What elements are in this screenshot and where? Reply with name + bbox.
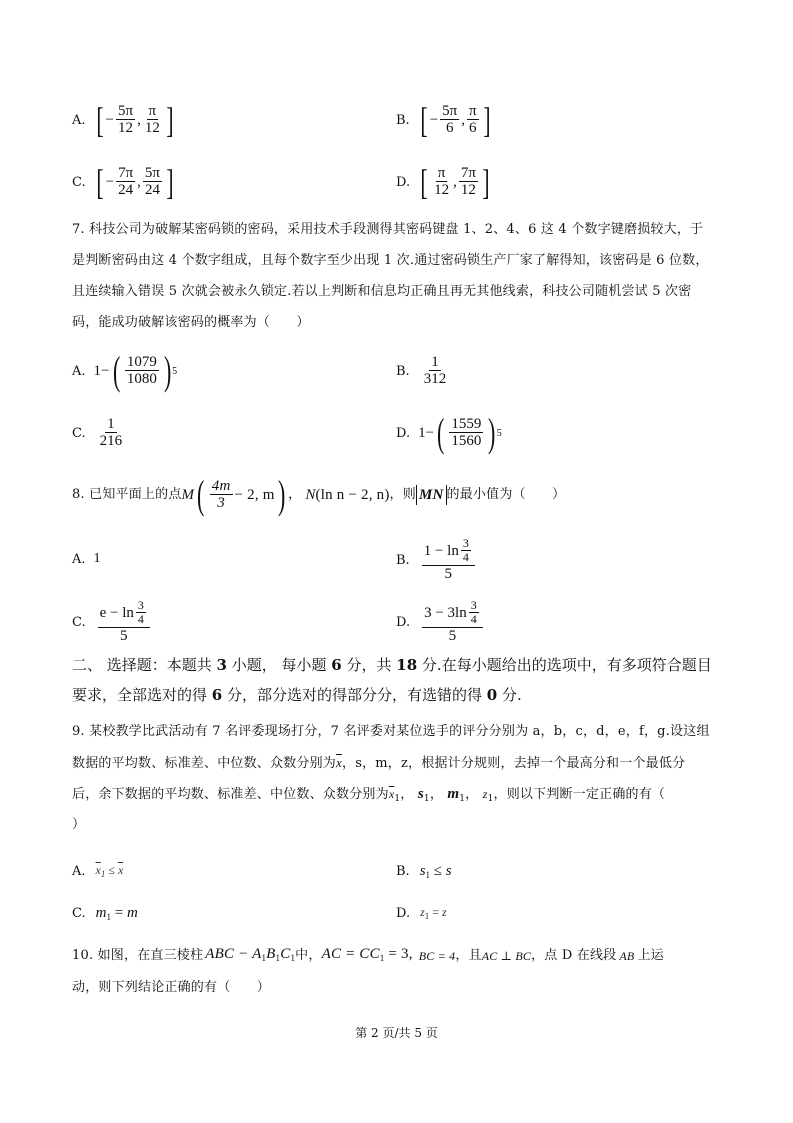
option-letter: B.: [396, 863, 410, 879]
q9-line-1: 9. 某校教学比武活动有 7 名评委现场打分，7 名评委对某位选手的评分分别为 a，b，c，d，e，f，g.设这组: [72, 724, 710, 739]
q9-option-a[interactable]: A. $\overline{x}_1 \le \overline{x}$: [72, 863, 124, 879]
fraction: $\frac{7\pi}{12}$: [460, 164, 476, 199]
option-letter: B.: [396, 363, 410, 379]
mn-distance: MN: [416, 485, 447, 505]
q7-line-3: 且连续输入错误 5 次就会被永久锁定.若以上判断和信息均正确且再无其他线索，科技公司随机尝试 5 次密: [72, 284, 692, 299]
q6-option-c[interactable]: C. [ − $\frac{7\pi}{24}$ , $\frac{5\pi}{24}$ ]: [72, 162, 174, 202]
q9-option-c[interactable]: C. $m_1 = m$: [72, 904, 138, 922]
option-letter: C.: [72, 425, 86, 441]
fraction: $\frac{5\pi}{12}$: [118, 102, 134, 137]
fraction: 1 − ln $\frac{3}{4}$ 5: [422, 537, 475, 583]
fraction: $\frac{1079}{1080}$: [126, 353, 157, 388]
option-letter: A.: [72, 363, 86, 379]
option-letter: B.: [396, 552, 410, 568]
fraction: $\frac{\pi}{6}$: [468, 102, 477, 137]
question-10-stem: [72, 940, 752, 1004]
q9-option-b[interactable]: B. $s_1 \le s$: [396, 862, 452, 880]
question-7-stem: [72, 220, 732, 344]
option-letter: D.: [396, 905, 411, 921]
fraction: $\frac{\pi}{12}$: [144, 102, 160, 137]
q7-line-4: 码，能成功破解该密码的概率为（ ）: [72, 315, 310, 330]
option-letter: A.: [72, 863, 86, 879]
q9-line-2: 数据的平均数、标准差、中位数、众数分别为$\overline{x}$，s，m，z，根据计分规则，去掉一个最高分和一个最低分: [72, 755, 686, 771]
q8-option-c[interactable]: [72, 592, 152, 652]
page-number: 第 2 页/共 5 页: [355, 1026, 438, 1040]
q7-line-2: 是判断密码由这 4 个数字组成，且每个数字至少出现 1 次.通过密码锁生产厂家了解得知，该密码是 6 位数，: [72, 253, 709, 268]
q8-option-d[interactable]: [396, 592, 485, 652]
q9-line-3: 后，余下数据的平均数、标准差、中位数、众数分别为$\overline{x}_1$， $s_1$， $m_1$， $z_1$，则以下判断一定正确的有（: [72, 786, 666, 804]
fraction: 3 − 3ln $\frac{3}{4}$ 5: [422, 599, 483, 645]
section-2-header: 二、 选择题：本题共 3 小题， 每小题 6 分，共 18 分.在每小题给出的选项中，有多项符合题目 要求，全部选对的得 6 分，部分选对的得部分分，有选错的得 0 分.: [72, 656, 712, 704]
question-9-stem: [72, 722, 732, 846]
fraction: e − ln $\frac{3}{4}$ 5: [98, 599, 150, 645]
q8-option-b[interactable]: [396, 530, 477, 590]
q9-line-4: ）: [72, 817, 86, 832]
fraction: $\frac{\pi}{12}$: [434, 164, 450, 199]
option-letter: D.: [396, 425, 411, 441]
fraction: $\frac{1}{216}$: [99, 415, 123, 450]
q10-line-2: 动，则下列结论正确的有（ ）: [72, 980, 271, 995]
question-8-stem: 8. 已知平面上的点 M ( $\frac{4m}{3}$ − 2, m ) ， N(ln n − 2, n) ，则 MN 的最小值为（ ）: [72, 472, 566, 517]
fraction: $\frac{7\pi}{24}$: [118, 164, 134, 199]
q7-option-b[interactable]: [396, 348, 450, 394]
q9-option-d[interactable]: D. $z_1 = z$: [396, 905, 447, 921]
option-letter: A.: [72, 112, 86, 128]
fraction: $\frac{1559}{1560}$: [451, 415, 482, 450]
option-letter: A.: [72, 551, 86, 567]
q7-line-1: 7. 科技公司为破解某密码锁的密码，采用技术手段测得其密码键盘 1、2、4、6 这 4 个数字键磨损较大，于: [72, 222, 704, 237]
q8-option-a[interactable]: A. 1: [72, 551, 101, 567]
q6-option-d[interactable]: D. [ $\frac{\pi}{12}$ , $\frac{7\pi}{12}$ ]: [396, 162, 490, 202]
fraction: $\frac{5\pi}{6}$: [442, 102, 458, 137]
fraction: $\frac{5\pi}{24}$: [144, 164, 160, 199]
fraction: $\frac{1}{312}$: [423, 353, 447, 388]
option-letter: C.: [72, 905, 86, 921]
option-letter: C.: [72, 174, 86, 190]
fraction: $\frac{4m}{3}$: [211, 477, 231, 512]
q7-option-d[interactable]: D. 1− ( $\frac{1559}{1560}$ ) 5: [396, 410, 502, 455]
q6-option-b[interactable]: B. [ − $\frac{5\pi}{6}$ , $\frac{\pi}{6}$ ]: [396, 100, 491, 140]
q7-option-a[interactable]: A. 1− ( $\frac{1079}{1080}$ ) 5: [72, 348, 178, 393]
option-letter: B.: [396, 112, 410, 128]
q7-option-c[interactable]: [72, 410, 126, 456]
option-letter: D.: [396, 174, 411, 190]
option-letter: D.: [396, 614, 411, 630]
page-footer: [0, 1024, 793, 1041]
q6-option-a[interactable]: A. [ − $\frac{5\pi}{12}$ , $\frac{\pi}{12}$ ]: [72, 100, 174, 140]
option-letter: C.: [72, 614, 86, 630]
q10-line-1: 10. 如图，在直三棱柱 ABC − $A_1B_1C_1$ 中， AC = $CC_1 = 3$, BC = 4 ，且 AC ⊥ BC ，点 D 在线段 AB 上运: [72, 946, 664, 963]
